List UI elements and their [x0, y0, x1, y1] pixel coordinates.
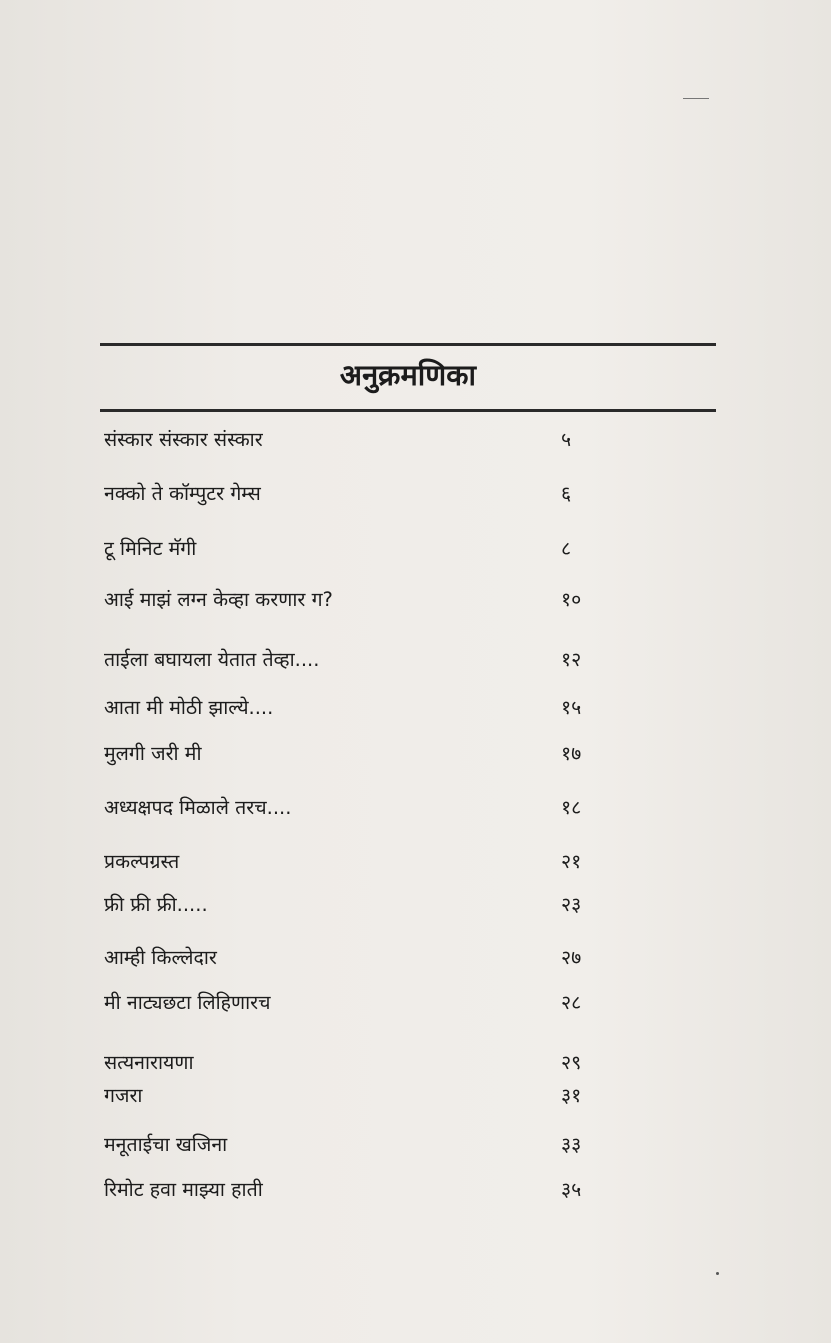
toc-entry	[104, 688, 624, 728]
heading-bottom-rule	[100, 409, 716, 412]
toc-entry-title: फ्री फ्री फ्री.....	[104, 893, 208, 916]
toc-heading: अनुक्रमणिका	[339, 358, 477, 392]
toc-entry	[104, 529, 624, 569]
toc-entry-page: ५	[561, 428, 572, 451]
toc-entry-title: संस्कार संस्कार संस्कार	[104, 428, 263, 451]
toc-entry-page: १२	[561, 648, 582, 671]
page-speck	[716, 1272, 719, 1275]
toc-entry	[104, 580, 624, 620]
toc-entry-page: १८	[561, 796, 582, 819]
toc-entry-page: १५	[561, 696, 582, 719]
toc-entry-title: ताईला बघायला येतात तेव्हा....	[104, 648, 320, 671]
toc-entry-page: ३५	[561, 1178, 582, 1201]
toc-entry	[104, 983, 624, 1023]
page-mark	[683, 98, 709, 99]
toc-entry-page: १७	[561, 742, 582, 765]
toc-entry	[104, 1076, 624, 1116]
toc-entry-title: मनूताईचा खजिना	[104, 1133, 228, 1156]
toc-entry-title: नक्को ते कॉम्पुटर गेम्स	[104, 482, 261, 505]
toc-entry-title: आई माझं लग्न केव्हा करणार ग?	[104, 588, 333, 611]
toc-entry	[104, 842, 624, 882]
toc-entry-page: २३	[561, 893, 582, 916]
toc-entry	[104, 420, 624, 460]
toc-entry-title: प्रकल्पग्रस्त	[104, 850, 180, 873]
toc-entry	[104, 734, 624, 774]
toc-entry-page: ८	[561, 537, 572, 560]
toc-entry	[104, 788, 624, 828]
toc-entry-page: ३१	[561, 1084, 582, 1107]
toc-entry	[104, 885, 624, 925]
toc-entry-title: सत्यनारायणा	[104, 1051, 194, 1074]
toc-entry	[104, 1125, 624, 1165]
toc-entry-title: गजरा	[104, 1084, 143, 1107]
heading-top-rule	[100, 343, 716, 346]
toc-entry	[104, 938, 624, 978]
toc-entry	[104, 640, 624, 680]
toc-entry-page: २१	[561, 850, 582, 873]
toc-entry-page: ६	[561, 482, 572, 505]
toc-entry-page: २७	[561, 946, 582, 969]
toc-entry-page: ३३	[561, 1133, 582, 1156]
toc-entry	[104, 1170, 624, 1210]
toc-entry-title: रिमोट हवा माझ्या हाती	[104, 1178, 263, 1201]
toc-entry-page: २९	[561, 1051, 582, 1074]
toc-entry-title: आम्ही किल्लेदार	[104, 946, 217, 969]
toc-entry-title: मुलगी जरी मी	[104, 742, 202, 765]
toc-entry-title: मी नाट्यछटा लिहिणारच	[104, 991, 271, 1014]
toc-entry-title: टू मिनिट मॅगी	[104, 537, 197, 560]
toc-entry-title: आता मी मोठी झाल्ये....	[104, 696, 274, 719]
toc-entry	[104, 474, 624, 514]
toc-entry-page: २८	[561, 991, 582, 1014]
toc-entry-title: अध्यक्षपद मिळाले तरच....	[104, 796, 292, 819]
toc-entry-page: १०	[561, 588, 582, 611]
